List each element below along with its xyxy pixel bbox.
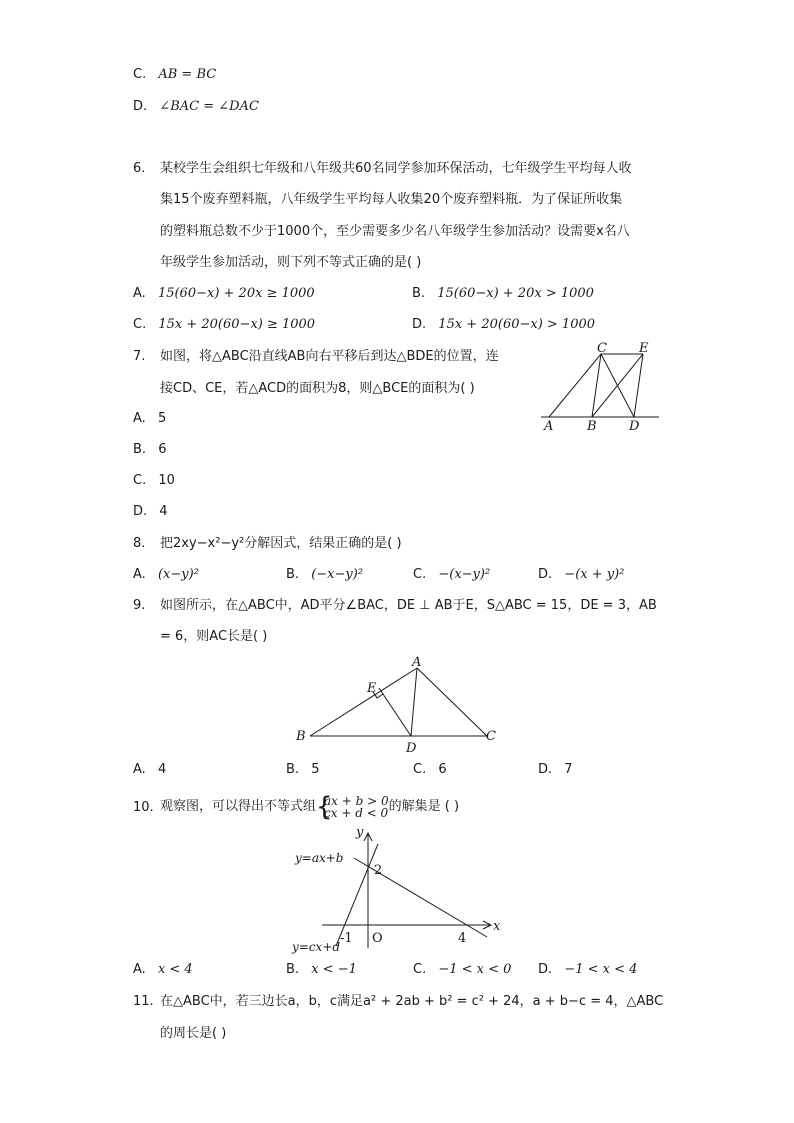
q8-option-d — [538, 566, 624, 584]
option-label: C. — [133, 317, 147, 332]
q6-line-2: 集15个废弃塑料瓶，八年级学生平均每人收集20个废弃塑料瓶．为了保证所收集 — [160, 192, 623, 207]
q9-label-e: E — [367, 681, 377, 696]
q7-label-a: A — [544, 419, 554, 434]
q9-segment-AD — [411, 668, 417, 736]
q9-line-1: 如图所示，在△ABC中，AD平分∠BAC，DE ⊥ AB于E，S△ABC = 15，DE = 3，AB — [160, 598, 657, 613]
q10-stem — [160, 792, 459, 822]
q7-number: 7. — [133, 349, 146, 364]
q6-number: 6. — [133, 161, 146, 176]
option-label: D. — [538, 567, 553, 582]
option-text: −1 < x < 4 — [564, 962, 638, 977]
option-text: AB = BC — [158, 67, 217, 82]
option-label: B. — [286, 762, 300, 777]
q7-label-d: D — [629, 419, 640, 434]
q10-prefix: 观察图，可以得出不等式组 — [160, 799, 317, 814]
q8-option-a — [133, 566, 199, 584]
q10-line1-label: y=ax+b — [295, 851, 344, 865]
option-text: 10 — [158, 473, 175, 488]
q10-tick-4: 4 — [458, 931, 467, 946]
option-text: 6 — [438, 762, 447, 777]
q9-option-d — [538, 761, 573, 779]
brace-icon: { — [316, 791, 333, 822]
option-text: −(x + y)² — [564, 567, 625, 582]
option-label: A. — [133, 962, 146, 977]
option-text: 15(60−x) + 20x ≥ 1000 — [157, 286, 315, 301]
option-text: 4 — [157, 762, 167, 777]
q5-option-c — [133, 66, 216, 84]
q9-segment-AB — [310, 668, 417, 736]
option-text: 15(60−x) + 20x > 1000 — [437, 286, 594, 301]
option-text: 5 — [311, 762, 320, 777]
q10-option-c — [413, 961, 511, 979]
q10-tick-2: 2 — [374, 863, 383, 878]
q9-label-a: A — [412, 655, 422, 670]
q8-option-c — [413, 566, 490, 584]
option-label: B. — [286, 567, 300, 582]
q10-inequality-1: ax + b > 0 — [324, 793, 389, 808]
q5-option-d — [133, 98, 259, 116]
q7-label-e: E — [639, 341, 649, 356]
option-label: A. — [133, 411, 146, 426]
option-label: D. — [538, 962, 553, 977]
q9-option-c — [413, 761, 447, 779]
option-text: x < −1 — [311, 962, 357, 977]
q9-segment-DE — [379, 688, 411, 736]
q9-line-2: = 6，则AC长是( ) — [160, 629, 268, 644]
option-text: (x−y)² — [157, 567, 199, 582]
q10-x-label: x — [493, 919, 501, 934]
q9-option-a — [133, 761, 166, 779]
q9-label-c: C — [486, 729, 496, 744]
q9-segment-AC — [417, 668, 487, 736]
q10-line2-label: y=cx+d — [292, 940, 341, 954]
q10-y-label: y — [356, 825, 364, 840]
option-label: C. — [413, 567, 427, 582]
q7-option-a — [133, 410, 166, 428]
option-label: A. — [133, 286, 146, 301]
q6-line-1: 某校学生会组织七年级和八年级共60名同学参加环保活动，七年级学生平均每人收 — [160, 161, 632, 176]
q7-option-c — [133, 472, 175, 490]
q10-tick-neg1: -1 — [340, 931, 353, 946]
q6-option-c — [133, 316, 315, 334]
option-text: 5 — [157, 411, 167, 426]
option-text: ∠BAC = ∠DAC — [159, 99, 259, 114]
option-text: x < 4 — [157, 962, 193, 977]
option-label: D. — [133, 504, 148, 519]
q6-line-4: 年级学生参加活动，则下列不等式正确的是( ) — [160, 255, 422, 270]
option-text: −1 < x < 0 — [438, 962, 512, 977]
option-text: −(x−y)² — [438, 567, 491, 582]
q10-number: 10. — [133, 800, 154, 815]
q9-figure — [290, 652, 505, 758]
q10-origin-label: O — [372, 931, 383, 946]
option-text: 7 — [564, 762, 573, 777]
q10-suffix: 的解集是 ( ) — [388, 799, 460, 814]
option-label: C. — [133, 67, 147, 82]
q9-label-d: D — [406, 741, 417, 756]
option-text: 15x + 20(60−x) ≥ 1000 — [158, 317, 316, 332]
q9-option-b — [286, 761, 319, 779]
q7-label-c: C — [597, 341, 607, 356]
q6-option-b — [412, 285, 594, 303]
option-label: B. — [286, 962, 300, 977]
option-label: C. — [413, 962, 427, 977]
option-label: A. — [133, 762, 146, 777]
q10-option-b — [286, 961, 357, 979]
q11-number: 11. — [133, 994, 154, 1009]
option-text: 4 — [159, 504, 168, 519]
q7-segment-CD — [601, 354, 634, 417]
q9-number: 9. — [133, 598, 146, 613]
q6-option-d — [412, 316, 595, 334]
q8-option-b — [286, 566, 363, 584]
q10-inequality-2: cx + d < 0 — [324, 805, 389, 820]
q8-number: 8. — [133, 536, 146, 551]
q10-inequality-system — [316, 791, 389, 822]
option-text: (−x−y)² — [311, 567, 364, 582]
q11-line-2: 的周长是( ) — [160, 1026, 227, 1041]
q7-line-2: 接CD、CE，若△ACD的面积为8，则△BCE的面积为( ) — [160, 381, 475, 396]
option-label: B. — [133, 442, 147, 457]
q7-line-1: 如图，将△ABC沿直线AB向右平移后到达△BDE的位置，连 — [160, 349, 499, 364]
q10-figure — [290, 822, 505, 957]
q6-option-a — [133, 285, 315, 303]
option-label: D. — [133, 99, 148, 114]
q9-label-b: B — [296, 729, 306, 744]
option-label: B. — [412, 286, 426, 301]
q7-option-b — [133, 441, 166, 459]
q6-line-3: 的塑料瓶总数不少于1000个，至少需要多少名八年级学生参加活动？设需要x名八 — [160, 224, 630, 239]
option-text: 15x + 20(60−x) > 1000 — [438, 317, 596, 332]
option-label: C. — [133, 473, 147, 488]
q8-stem: 把2xy−x²−y²分解因式，结果正确的是( ) — [160, 536, 402, 551]
q10-option-d — [538, 961, 637, 979]
option-label: A. — [133, 567, 146, 582]
q7-label-b: B — [587, 419, 597, 434]
q7-figure — [535, 340, 665, 435]
option-label: D. — [412, 317, 427, 332]
q7-option-d — [133, 503, 168, 521]
q11-line-1: 在△ABC中，若三边长a，b，c满足a² + 2ab + b² = c² + 24，a + b−c = 4，△ABC — [160, 994, 664, 1009]
option-label: C. — [413, 762, 427, 777]
q10-option-a — [133, 961, 193, 979]
option-text: 6 — [158, 442, 167, 457]
option-label: D. — [538, 762, 553, 777]
